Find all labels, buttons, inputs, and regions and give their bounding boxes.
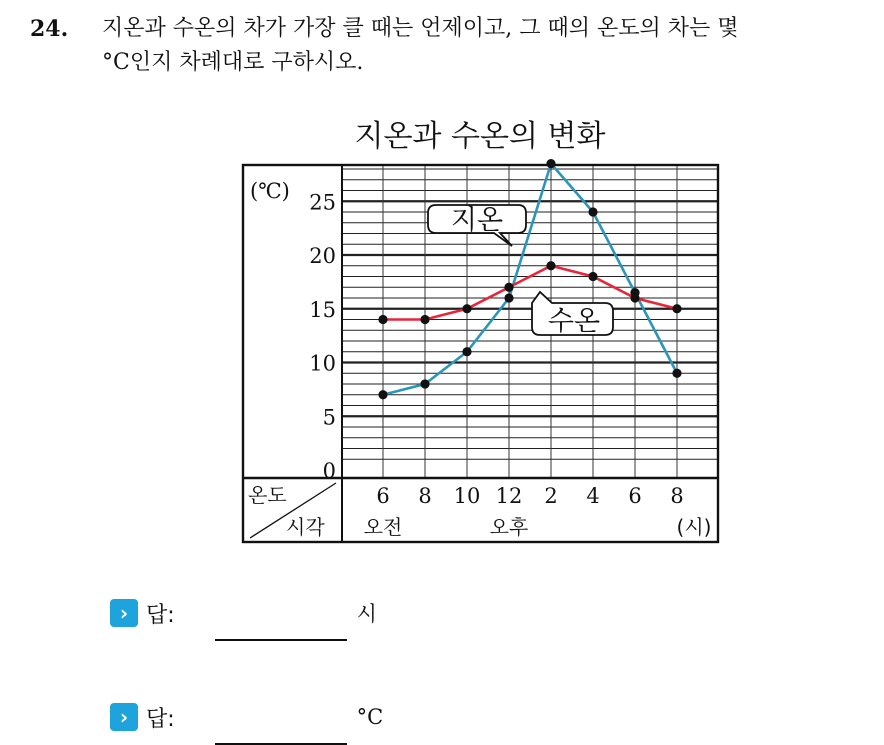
answer-row-time [110, 596, 377, 630]
answer-row-temp [110, 700, 383, 734]
y-tick-label: 0 [322, 459, 336, 483]
y-tick-label: 25 [309, 190, 336, 215]
question-number: 24. [30, 16, 69, 42]
chevron-right-icon: › [110, 703, 138, 731]
data-point [588, 272, 597, 281]
legend-water: 수온 [547, 306, 601, 337]
x-period-pm: 오후 [489, 515, 529, 539]
y-axis-label: (℃) [250, 179, 290, 203]
x-tick-label: 10 [453, 484, 481, 508]
y-tick-label: 15 [309, 297, 336, 322]
x-tick-label: 2 [544, 484, 558, 508]
corner-top-label: 온도 [248, 483, 287, 507]
answer-blank-time[interactable] [215, 613, 347, 641]
x-tick-label: 8 [670, 484, 684, 508]
x-tick-label: 8 [418, 484, 432, 508]
y-tick-label: 10 [309, 351, 336, 376]
data-point [378, 390, 387, 399]
answer-unit-temp: °C [356, 705, 384, 729]
question-line-2: °C인지 차례대로 구하시오. [102, 50, 364, 75]
legend-ground: 지온 [450, 205, 504, 236]
data-point [420, 315, 429, 324]
y-tick-label: 5 [322, 405, 336, 430]
x-unit-label: (시) [676, 515, 712, 539]
data-point [630, 293, 639, 302]
data-point [588, 207, 597, 216]
answer-label: 답: [146, 602, 175, 628]
data-point [420, 379, 429, 388]
y-tick-label: 20 [309, 244, 336, 268]
data-point [672, 369, 681, 378]
data-point [546, 261, 555, 270]
data-point [462, 304, 471, 313]
x-tick-label: 4 [586, 484, 600, 508]
x-tick-label: 6 [628, 484, 642, 508]
answer-label: 답: [146, 706, 175, 732]
answer-unit-time: 시 [356, 602, 377, 626]
data-point [378, 315, 387, 324]
question-line-1: 지온과 수온의 차가 가장 클 때는 언제이고, 그 때의 온도의 차는 몇 [102, 16, 739, 41]
data-point [546, 159, 555, 168]
answer-blank-temp[interactable] [215, 717, 347, 745]
data-point [504, 293, 513, 302]
chevron-right-icon: › [110, 599, 138, 627]
data-point [462, 347, 471, 356]
data-point [672, 304, 681, 313]
x-tick-label: 12 [495, 484, 523, 508]
x-tick-label: 6 [376, 484, 390, 508]
chart-title: 지온과 수온의 변화 [354, 119, 606, 154]
data-point [504, 283, 513, 292]
series-line-0 [383, 164, 677, 395]
corner-bottom-label: 시각 [286, 515, 325, 539]
x-period-am: 오전 [363, 515, 403, 539]
